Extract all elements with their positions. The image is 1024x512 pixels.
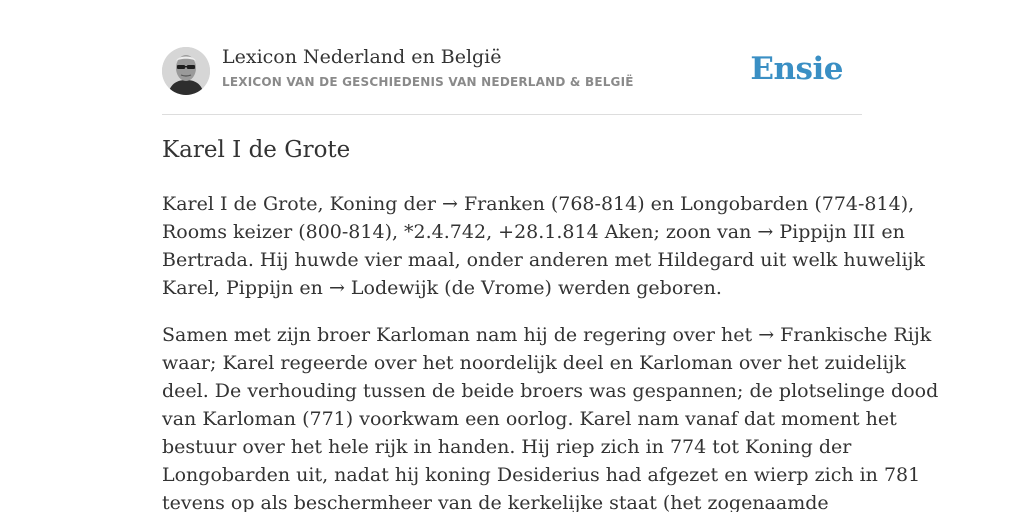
source-title[interactable]: Lexicon Nederland en België: [222, 46, 502, 68]
text-line: Karel, Pippijn en → Lodewijk (de Vrome) werden geboren.: [162, 277, 722, 299]
text-line: waar; Karel regeerde over het noordelijk deel en Karloman over het zuidelijk: [162, 352, 906, 374]
text-line: Samen met zijn broer Karloman nam hij de regering over het → Frankische Rijk: [162, 324, 932, 346]
text-line: Bertrada. Hij huwde vier maal, onder anderen met Hildegard uit welk huwelijk: [162, 249, 925, 271]
text-line: van Karloman (771) voorkwam een oorlog. Karel nam vanaf dat moment het: [162, 408, 897, 430]
paragraph-2: [162, 321, 939, 512]
portrait-icon: [162, 47, 210, 95]
article-body: [162, 190, 939, 512]
article-title: Karel I de Grote: [162, 137, 351, 163]
paragraph-1: [162, 190, 925, 302]
text-line: Karel I de Grote, Koning der → Franken (768-814) en Longobarden (774-814),: [162, 193, 915, 215]
text-line: Longobarden uit, nadat hij koning Desiderius had afgezet en wierp zich in 781: [162, 464, 921, 486]
source-subtitle: LEXICON VAN DE GESCHIEDENIS VAN NEDERLAND & BELGIË: [222, 75, 634, 89]
text-line: tevens op als beschermheer van de kerkelijke staat (het zogenaamde: [162, 492, 829, 512]
author-avatar[interactable]: [162, 47, 210, 95]
text-line: deel. De verhouding tussen de beide broers was gespannen; de plotselinge dood: [162, 380, 939, 402]
ensie-logo[interactable]: Ensie: [750, 51, 843, 87]
source-header: [162, 46, 862, 115]
text-line: Rooms keizer (800-814), *2.4.742, +28.1.814 Aken; zoon van → Pippijn III en: [162, 221, 905, 243]
text-line: bestuur over het hele rijk in handen. Hij riep zich in 774 tot Koning der: [162, 436, 852, 458]
